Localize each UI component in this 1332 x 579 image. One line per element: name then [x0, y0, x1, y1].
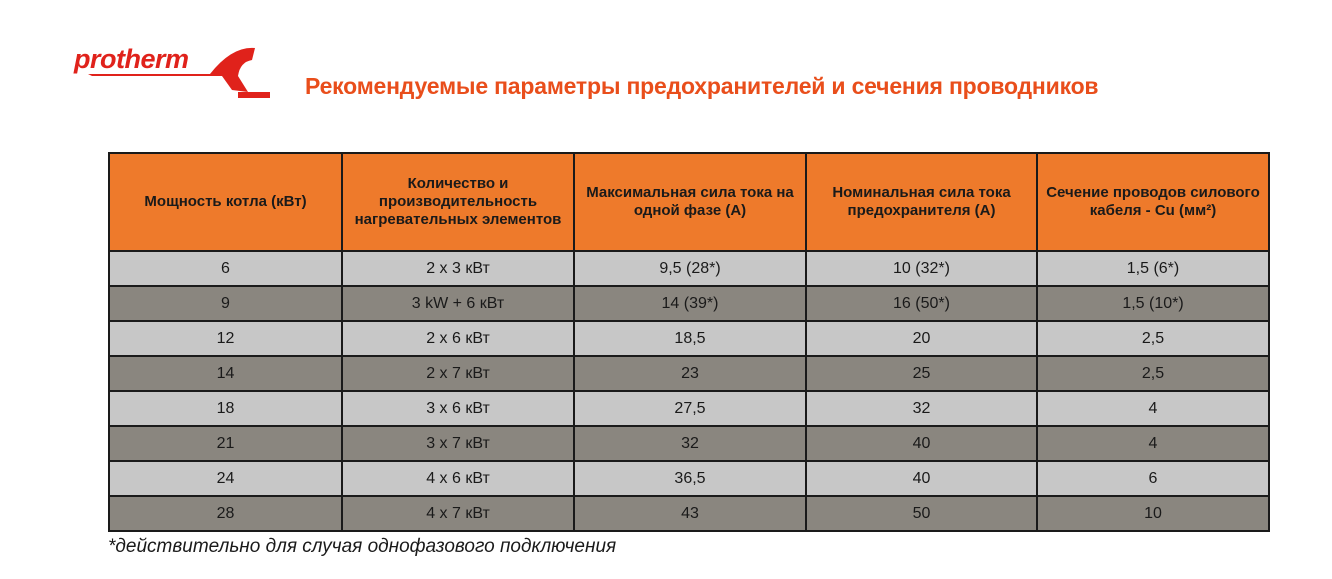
- table-row: [109, 251, 1269, 286]
- table-cell: 12: [109, 321, 342, 356]
- table-cell: 1,5 (6*): [1037, 251, 1269, 286]
- table-row: [109, 461, 1269, 496]
- table-cell: 3 x 6 кВт: [342, 391, 574, 426]
- table-cell: 25: [806, 356, 1037, 391]
- footnote: *действительно для случая однофазового подключения: [108, 536, 617, 557]
- table-row: [109, 356, 1269, 391]
- table-cell: 3 x 7 кВт: [342, 426, 574, 461]
- table-cell: 32: [574, 426, 806, 461]
- header-max-current: Максимальная сила тока на одной фазе (А): [574, 153, 806, 251]
- table-cell: 6: [1037, 461, 1269, 496]
- table-cell: 4: [1037, 391, 1269, 426]
- table-cell: 10 (32*): [806, 251, 1037, 286]
- table-cell: 4: [1037, 426, 1269, 461]
- header-fuse-current: Номинальная сила тока предохранителя (А): [806, 153, 1037, 251]
- table-cell: 40: [806, 426, 1037, 461]
- table-cell: 20: [806, 321, 1037, 356]
- header-heating-elements: Количество и производительность нагревательных элементов: [342, 153, 574, 251]
- table-cell: 4 x 7 кВт: [342, 496, 574, 531]
- table-cell: 50: [806, 496, 1037, 531]
- table-cell: 10: [1037, 496, 1269, 531]
- table-row: [109, 426, 1269, 461]
- table-cell: 21: [109, 426, 342, 461]
- table-cell: 14 (39*): [574, 286, 806, 321]
- table-cell: 1,5 (10*): [1037, 286, 1269, 321]
- table-cell: 18: [109, 391, 342, 426]
- table-cell: 27,5: [574, 391, 806, 426]
- parameters-table: [108, 152, 1270, 532]
- table-cell: 32: [806, 391, 1037, 426]
- table-cell: 9: [109, 286, 342, 321]
- table-row: [109, 391, 1269, 426]
- table-cell: 36,5: [574, 461, 806, 496]
- page-title: Рекомендуемые параметры предохранителей и сечения проводников: [305, 73, 1099, 99]
- table-cell: 18,5: [574, 321, 806, 356]
- table-cell: 3 kW + 6 кВт: [342, 286, 574, 321]
- table-cell: 2,5: [1037, 321, 1269, 356]
- table-row: [109, 286, 1269, 321]
- logo-text: protherm: [74, 44, 189, 74]
- table-header-row: [109, 153, 1269, 251]
- table-cell: 2 x 3 кВт: [342, 251, 574, 286]
- table-cell: 28: [109, 496, 342, 531]
- table-cell: 2 x 7 кВт: [342, 356, 574, 391]
- table-row: [109, 321, 1269, 356]
- table-cell: 16 (50*): [806, 286, 1037, 321]
- table-row: [109, 496, 1269, 531]
- table-cell: 4 x 6 кВт: [342, 461, 574, 496]
- table-cell: 40: [806, 461, 1037, 496]
- table-cell: 23: [574, 356, 806, 391]
- header-boiler-power: Мощность котла (кВт): [109, 153, 342, 251]
- table-cell: 43: [574, 496, 806, 531]
- table-cell: 9,5 (28*): [574, 251, 806, 286]
- protherm-logo: [70, 40, 280, 100]
- table-cell: 24: [109, 461, 342, 496]
- table-cell: 2,5: [1037, 356, 1269, 391]
- table-cell: 6: [109, 251, 342, 286]
- table-cell: 14: [109, 356, 342, 391]
- header-cable-section: Сечение проводов силового кабеля - Cu (мм²): [1037, 153, 1269, 251]
- table-cell: 2 x 6 кВт: [342, 321, 574, 356]
